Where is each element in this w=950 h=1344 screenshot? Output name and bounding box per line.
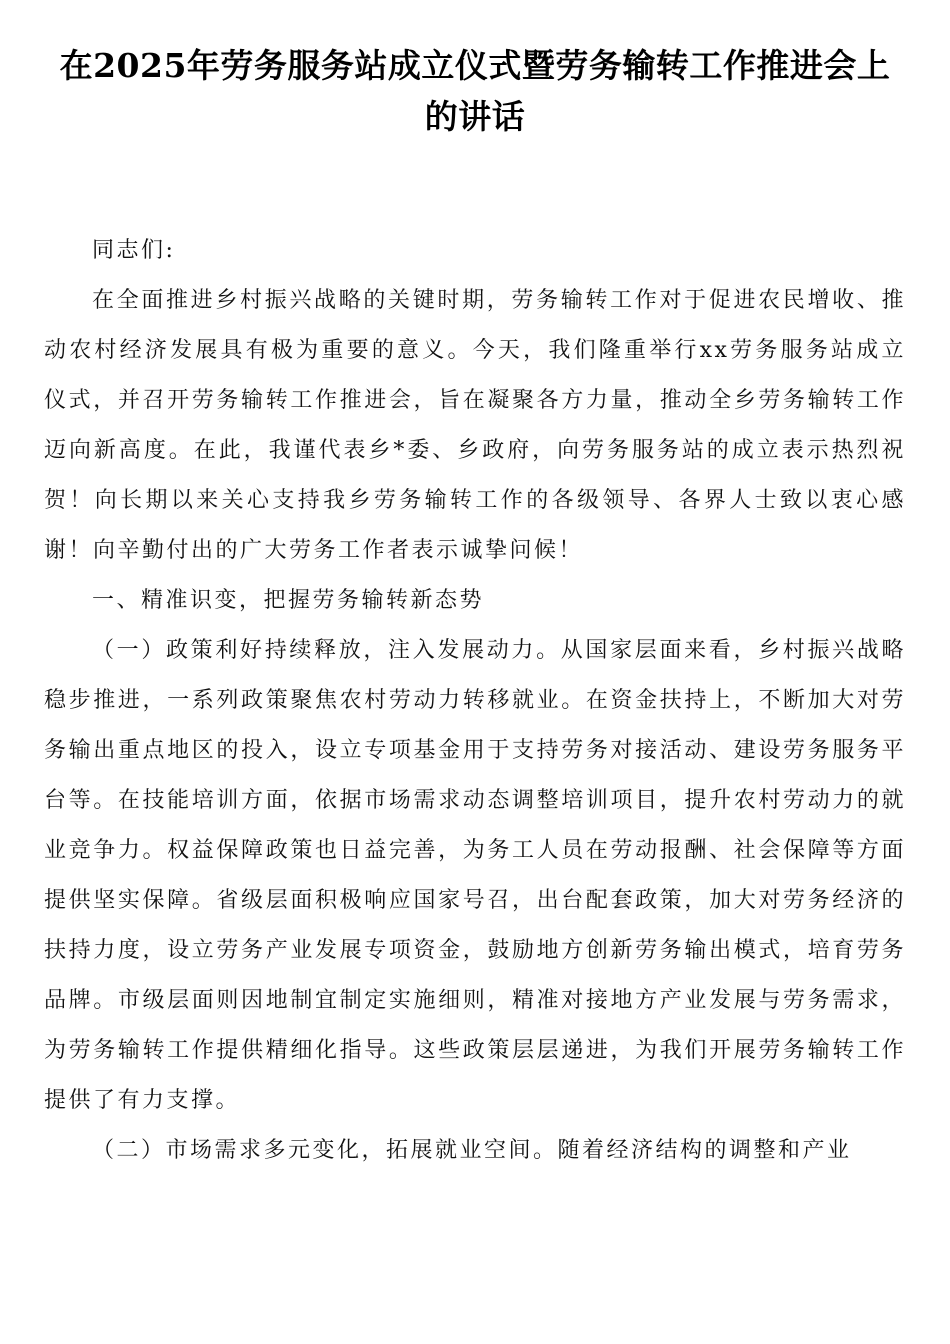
salutation: 同志们: xyxy=(92,238,176,263)
paragraph-policy: （一）政策利好持续释放，注入发展动力。从国家层面来看，乡村振兴战略稳步推进，一系列政策聚焦农村劳动力转移就业。在资金扶持上，不断加大对劳务输出重点地区的投入，设立专项基金用于支持劳务对接活动、建设劳务服务平台等。在技能培训方面，依据市场需求动态调整培训项目，提升农村劳动力的就业竞争力。权益保障政策也日益完善，为务工人员在劳动报酬、社会保障等方面提供坚实保障。省级层面积极响应国家号召，出台配套政策，加大对劳务经济的扶持力度，设立劳务产业发展专项资金，鼓励地方创新劳务输出模式，培育劳务品牌。市级层面则因地制宜制定实施细则，精准对接地方产业发展与劳务需求，为劳务输转工作提供精细化指导。这些政策层层递进，为我们开展劳务输转工作提供了有力支撑。 xyxy=(44,638,906,1113)
document-body xyxy=(44,226,906,1176)
section-heading-1: 一、精准识变，把握劳务输转新态势 xyxy=(92,588,485,613)
paragraph-intro: 在全面推进乡村振兴战略的关键时期，劳务输转工作对于促进农民增收、推动农村经济发展具有极为重要的意义。今天，我们隆重举行xx劳务服务站成立仪式，并召开劳务输转工作推进会，旨在凝聚各方力量，推动全乡劳务输转工作迈向新高度。在此，我谨代表乡*委、乡政府，向劳务服务站的成立表示热烈祝贺！向长期以来关心支持我乡劳务输转工作的各级领导、各界人士致以衷心感谢！向辛勤付出的广大劳务工作者表示诚挚问候！ xyxy=(44,288,906,563)
document-title: 在2025年劳务服务站成立仪式暨劳务输转工作推进会上的讲话 xyxy=(59,46,891,136)
paragraph-market: （二）市场需求多元变化，拓展就业空间。随着经济结构的调整和产业 xyxy=(92,1138,852,1163)
